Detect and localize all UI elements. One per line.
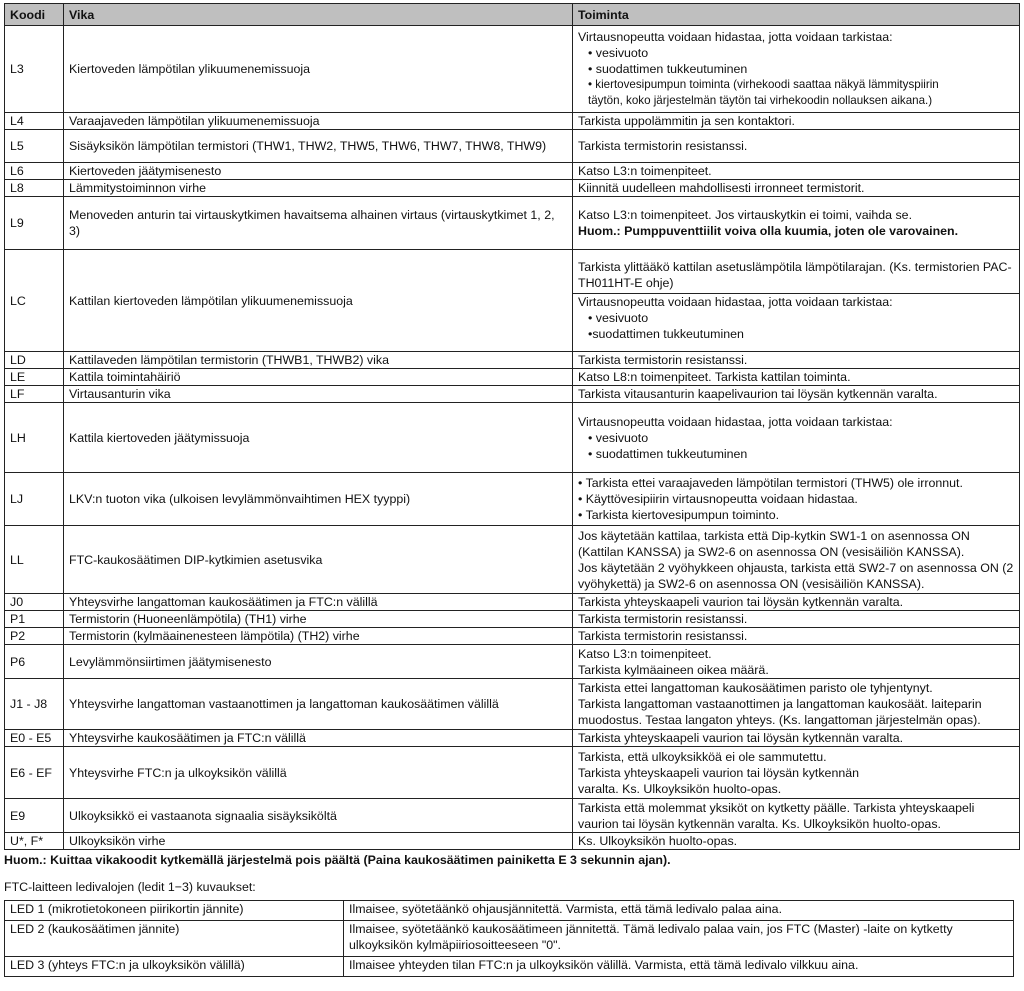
reset-note: Huom.: Kuittaa vikakoodit kytkemällä järjestelmä pois päältä (Paina kaukosäätimen painiketta E 3 sekunnin ajan). [4,853,671,867]
table-row [5,250,1020,352]
row-code: L4 [5,113,64,130]
action-text: Tarkista ylittääkö kattilan asetuslämpötila lämpötilarajan. (Ks. termistorien PAC-TH011HT-E ohje) [578,260,1012,290]
row-code: LF [5,386,64,403]
table-row [5,628,1020,645]
row-code: LH [5,403,64,473]
row-fault: Kattilaveden lämpötilan termistorin (THWB1, THWB2) vika [64,352,573,369]
row-action: Ks. Ulkoyksikön huolto-opas. [573,833,1020,850]
row-fault: Termistorin (kylmäainenesteen lämpötila) (TH2) virhe [64,628,573,645]
row-fault: FTC-kaukosäätimen DIP-kytkimien asetusvika [64,526,573,594]
fault-code-page [4,3,1019,977]
led-row [5,901,1014,921]
row-fault: Levylämmönsiirtimen jäätymisenesto [64,645,573,679]
led-description: Ilmaisee, syötetäänkö ohjausjännitettä. Varmista, että tämä ledivalo palaa aina. [344,901,1014,921]
row-code: J1 - J8 [5,679,64,730]
row-code: J0 [5,594,64,611]
table-row [5,747,1020,799]
row-action [573,747,1020,799]
table-row [5,473,1020,526]
row-action [573,403,1020,473]
row-action: Tarkista että molemmat yksiköt on kytketty päälle. Tarkista yhteyskaapeli vaurion tai löysän kytkennän varalta. Ks. Ulkoyksikön huolto-opas. [573,799,1020,833]
action-bullet: • suodattimen tukkeutuminen [578,446,1014,462]
action-text: Virtausnopeutta voidaan hidastaa, jotta voidaan tarkistaa: [578,414,893,429]
table-row [5,730,1020,747]
row-code: LC [5,250,64,352]
table-row [5,352,1020,369]
row-code: E9 [5,799,64,833]
action-bullet: • vesivuoto [578,45,1014,61]
row-code: LE [5,369,64,386]
row-action: Tarkista vitausanturin kaapelivaurion tai löysän kytkennän varalta. [573,386,1020,403]
row-code: E6 - EF [5,747,64,799]
row-action: Tarkista termistorin resistanssi. [573,352,1020,369]
row-code: LD [5,352,64,369]
action-bullet: • suodattimen tukkeutuminen [578,61,1014,77]
action-bullet: • Tarkista ettei varaajaveden lämpötilan termistori (THW5) ole irronnut. [578,475,1014,491]
led-row [5,957,1014,977]
action-text: Katso L3:n toimenpiteet. Jos virtauskytkin ei toimi, vaihda se. [578,208,913,222]
table-row [5,180,1020,197]
row-action: Katso L3:n toimenpiteet. [573,163,1020,180]
action-text: Tarkista ettei langattoman kaukosäätimen paristo ole tyhjentynyt. [578,681,933,695]
header-action: Toiminta [573,4,1020,26]
row-action [573,473,1020,526]
row-code: P6 [5,645,64,679]
table-header-row [5,4,1020,26]
action-text: Jos käytetään 2 vyöhykkeen ohjausta, tarkista että SW2-7 on asennossa ON (2 vyöhykettä) ja SW2-6 on asennossa ON (vesisäiliön KANSSA). [578,560,1014,591]
action-text: varalta. Ks. Ulkoyksikön huolto-opas. [578,781,782,796]
action-bullet: • Tarkista kiertovesipumpun toiminto. [578,507,1014,523]
table-row [5,403,1020,473]
led-description: Ilmaisee yhteyden tilan FTC:n ja ulkoyksikön välillä. Varmista, että tämä ledivalo vilkkuu aina. [344,957,1014,977]
row-action: Tarkista yhteyskaapeli vaurion tai löysän kytkennän varalta. [573,730,1020,747]
row-code: L6 [5,163,64,180]
led-name: LED 3 (yhteys FTC:n ja ulkoyksikön välillä) [5,957,344,977]
row-fault: Kiertoveden lämpötilan ylikuumenemissuoja [64,26,573,113]
row-fault: LKV:n tuoton vika (ulkoisen levylämmönvaihtimen HEX tyyppi) [64,473,573,526]
row-code: L9 [5,197,64,250]
row-code: L3 [5,26,64,113]
row-fault: Termistorin (Huoneenlämpötila) (TH1) virhe [64,611,573,628]
action-text: Jos käytetään kattilaa, tarkista että Dip-kytkin SW1-1 on asennossa ON (Kattilan KANSSA) ja SW2-6 on asennossa ON (vesisäiliön KANSSA). [578,528,970,559]
led-table [4,900,1014,977]
action-text: Virtausnopeutta voidaan hidastaa, jotta voidaan tarkistaa: [578,30,893,44]
table-row [5,386,1020,403]
row-action [573,645,1020,679]
row-fault: Yhteysvirhe FTC:n ja ulkoyksikön välillä [64,747,573,799]
row-fault: Sisäyksikön lämpötilan termistori (THW1, THW2, THW5, THW6, THW7, THW8, THW9) [64,130,573,163]
row-code: E0 - E5 [5,730,64,747]
led-name: LED 1 (mikrotietokoneen piirikortin jännite) [5,901,344,921]
row-code: LJ [5,473,64,526]
row-fault: Kiertoveden jäätymisenesto [64,163,573,180]
table-row [5,611,1020,628]
action-text: Virtausnopeutta voidaan hidastaa, jotta voidaan tarkistaa: [578,295,893,309]
action-subcell [573,293,1019,342]
row-fault: Yhteysvirhe langattoman kaukosäätimen ja FTC:n välillä [64,594,573,611]
action-text: Tarkista yhteyskaapeli vaurion tai löysän kytkennän [578,765,860,780]
action-bullet: •suodattimen tukkeutuminen [588,327,744,341]
row-fault: Ulkoyksikkö ei vastaanota signaalia sisäyksiköltä [64,799,573,833]
led-row [5,921,1014,957]
row-action: Tarkista termistorin resistanssi. [573,611,1020,628]
action-bullet: • vesivuoto [578,310,1014,326]
row-fault: Yhteysvirhe langattoman vastaanottimen ja langattoman kaukosäätimen välillä [64,679,573,730]
action-text: Tarkista, että ulkoyksikköä ei ole sammutettu. [578,749,827,764]
table-row [5,197,1020,250]
action-text: täytön, koko järjestelmän täytön tai virhekoodin nollauksen aikana.) [588,94,933,107]
row-action [573,197,1020,250]
led-description: Ilmaisee, syötetäänkö kaukosäätimeen jännitettä. Tämä ledivalo palaa vain, jos FTC (Master) -laite on kytketty ulkoyksikön kylmäpiiriosoitteeseen "0". [344,921,1014,957]
row-code: P1 [5,611,64,628]
action-text: Katso L3:n toimenpiteet. [578,646,712,661]
fault-code-table [4,3,1020,850]
table-row [5,130,1020,163]
row-fault: Yhteysvirhe kaukosäätimen ja FTC:n välillä [64,730,573,747]
row-action [573,250,1020,352]
row-fault: Kattilan kiertoveden lämpötilan ylikuumenemissuoja [64,250,573,352]
row-action: Katso L8:n toimenpiteet. Tarkista kattilan toiminta. [573,369,1020,386]
action-warning: Huom.: Pumppuventtiilit voiva olla kuumia, joten ole varovainen. [578,224,959,238]
action-text: Tarkista langattoman vastaanottimen ja langattoman kaukosäät. laiteparin muodostus. Testaa langaton yhteys. (Ks. langattoman järjestelmän opas). [578,697,982,727]
row-fault: Kattila kiertoveden jäätymissuoja [64,403,573,473]
row-code: LL [5,526,64,594]
table-row [5,799,1020,833]
action-bullet: • kiertovesipumpun toiminta (virhekoodi saattaa näkyä lämmityspiirin [578,77,1014,93]
row-action [573,679,1020,730]
row-fault: Ulkoyksikön virhe [64,833,573,850]
table-row [5,679,1020,730]
led-name: LED 2 (kaukosäätimen jännite) [5,921,344,957]
row-action: Kiinnitä uudelleen mahdollisesti irronneet termistorit. [573,180,1020,197]
action-bullet: • vesivuoto [578,430,1014,446]
row-code: P2 [5,628,64,645]
row-action [573,26,1020,113]
table-row [5,113,1020,130]
header-fault: Vika [64,4,573,26]
row-fault: Virtausanturin vika [64,386,573,403]
row-action: Tarkista termistorin resistanssi. [573,628,1020,645]
row-action [573,526,1020,594]
table-row [5,369,1020,386]
row-code: U*, F* [5,833,64,850]
action-text: Tarkista kylmäaineen oikea määrä. [578,662,769,677]
row-code: L8 [5,180,64,197]
table-row [5,26,1020,113]
table-row [5,645,1020,679]
table-row [5,594,1020,611]
row-code: L5 [5,130,64,163]
action-bullet: • Käyttövesipiirin virtausnopeutta voidaan hidastaa. [578,491,1014,507]
led-caption: FTC-laitteen ledivalojen (ledit 1−3) kuvaukset: [4,880,256,894]
row-fault: Menoveden anturin tai virtauskytkimen havaitsema alhainen virtaus (virtauskytkimet 1, 2, 3) [64,197,573,250]
table-row [5,526,1020,594]
row-fault: Kattila toimintahäiriö [64,369,573,386]
row-action: Tarkista uppolämmitin ja sen kontaktori. [573,113,1020,130]
row-fault: Varaajaveden lämpötilan ylikuumenemissuoja [64,113,573,130]
table-row [5,163,1020,180]
header-code: Koodi [5,4,64,26]
row-action: Tarkista yhteyskaapeli vaurion tai löysän kytkennän varalta. [573,594,1020,611]
row-fault: Lämmitystoiminnon virhe [64,180,573,197]
table-row [5,833,1020,850]
row-action: Tarkista termistorin resistanssi. [573,130,1020,163]
